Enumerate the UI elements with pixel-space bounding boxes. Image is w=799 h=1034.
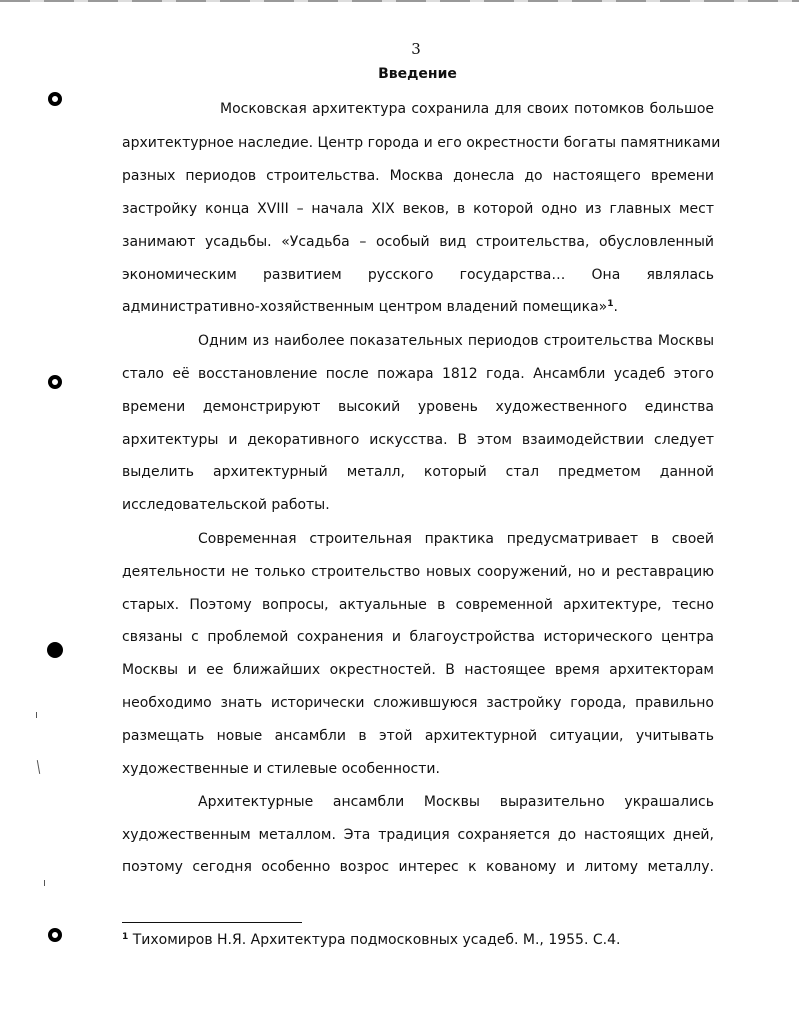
text-line: экономическим развитием русского государства… Она являлась [122,267,714,283]
text-line: времени демонстрируют высокий уровень художественного единства [122,399,714,415]
text-line: Современная строительная практика предусматривает в своей [198,531,714,547]
text-line: Архитектурные ансамбли Москвы выразительно украшались [198,794,714,810]
footnote-text: Тихомиров Н.Я. Архитектура подмосковных усадеб. М., 1955. С.4. [132,932,621,948]
scan-mark [44,880,45,886]
text-line: стало её восстановление после пожара 1812 года. Ансамбли усадеб этого [122,366,714,382]
footnote [122,931,682,949]
footnote-separator [122,922,302,923]
sentence-period: . [613,299,618,315]
page-number: 3 [411,40,421,58]
binder-hole-dot [47,642,63,658]
text-line: Московская архитектура сохранила для своих потомков большое [220,101,714,117]
text-line: исследовательской работы. [122,497,330,513]
text-line: архитектуры и декоративного искусства. В этом взаимодействии следует [122,432,714,448]
text-line: художественные и стилевые особенности. [122,761,440,777]
text-line: художественным металлом. Эта традиция сохраняется до настоящих дней, [122,827,714,843]
text-line: необходимо знать исторически сложившуюся застройку города, правильно [122,695,714,711]
text-line: разных периодов строительства. Москва донесла до настоящего времени [122,168,714,184]
scan-mark [37,760,40,774]
binder-hole-ring [48,928,62,942]
scan-edge-line [0,0,799,2]
text-line: деятельности не только строительство новых сооружений, но и реставрацию [122,564,714,580]
binder-hole-ring [48,375,62,389]
text-line: связаны с проблемой сохранения и благоустройства исторического центра [122,629,714,645]
text-line: размещать новые ансамбли в этой архитектурной ситуации, учитывать [122,728,714,744]
binder-hole-ring [48,92,62,106]
text-line [122,298,714,316]
text-line: Москвы и ее ближайших окрестностей. В настоящее время архитекторам [122,662,714,678]
scan-mark [36,712,37,718]
page-title: Введение [378,66,457,82]
text-line: архитектурное наследие. Центр города и его окрестности богаты памятниками [122,135,721,151]
footnote-number: 1 [122,932,129,942]
text-line: старых. Поэтому вопросы, актуальные в современной архитектуре, тесно [122,597,714,613]
text-line-content: административно-хозяйственным центром владений помещика» [122,299,608,315]
text-line: выделить архитектурный металл, который стал предметом данной [122,464,714,480]
text-line: Одним из наиболее показательных периодов строительства Москвы [198,333,714,349]
text-line: занимают усадьбы. «Усадьба – особый вид строительства, обусловленный [122,234,714,250]
text-line: застройку конца XVIII – начала XIX веков, в которой одно из главных мест [122,201,714,217]
text-line: поэтому сегодня особенно возрос интерес к кованому и литому металлу. [122,859,714,875]
footnote-reference[interactable]: 1 [607,299,614,309]
